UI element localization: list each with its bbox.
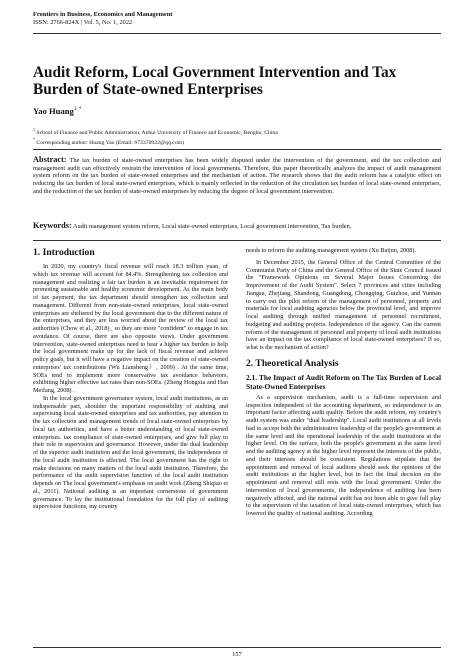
paragraph: needs to reform the auditing management system (Xu Baijun, 2008). [246,247,416,254]
author-line [33,106,81,116]
header-rule [33,33,441,34]
section-heading-introduction: 1. Introduction [33,247,95,258]
journal-name: Frontiers in Business, Economics and Management [33,11,173,18]
keywords-bottom-rule [33,240,441,241]
subsection-heading-2-1: 2.1. The Impact of Audit Reform on The Tax Burden of Local State-Owned Enterprises [246,372,441,391]
affiliation-2 [33,136,184,147]
affiliation-sup: 1 [33,127,35,132]
affiliation-text: School of Finance and Public Administration, Anhui University of Finance and Economic, Bengbu, China [36,129,278,136]
section-heading-theoretical-analysis: 2. Theoretical Analysis [246,357,339,369]
abstract-label: Abstract: [33,155,67,164]
author-name: Yao Huang [33,106,74,116]
left-column [33,247,228,511]
paper-title: Audit Reform, Local Government Intervention and Tax Burden of State-owned Enterprises [33,64,397,98]
affiliation-text: Corresponding author: Huang Yao (Email: 673370922@qq.com) [36,139,184,146]
paragraph: As a supervision mechanism, audit is a full-time supervision and inspection independent of the accounting department, so independence is an important factor affecting audit quality. Before the audit reform, my country's audit system was under "dual leadership". Local audit institutions at all levels had to accept both the administrative leadership of the people's government at the same level and the operational leadership of the audit institutions at the higher level. On the surface, both the people's government at the same level and the auditing agency at the higher level represent the interests of the public, and their interests should be consistent. Regulations stipulate that the appointment and removal of local auditors should seek the opinions of the audit institutions at the higher level, but in fact the final decision on the appointment and removal still rests with the local government. Under the intervention of local governments, the independence of auditing has been negatively affected, and the national audit has not been able to give full play to the supervision of the taxation of local state-owned enterprises, which has lowered the quality of national auditing. According [246,393,441,517]
keywords-text: Audit management system reform, Local state-owned enterprises, Local government intervention, Tax burden. [72,223,352,230]
paragraph: In the local government governance system, local audit institutions, as an indispensable part, shoulder the important responsibility of auditing and supervising local state-owned enterprises and tax authorities, pay attention to the tax collection and management trends of local state-owned enterprises by local tax authorities, and have a better understanding of local state-owned enterprises. tax compliance of state-owned enterprises, and give full play to their role in supervision and governance. However, under the dual leadership of the superior audit institution and the local government, the independence of the local audit institution is affected. The local government has the right to make decisions on many matters of the local audit institution. Therefore, the performance of the audit supervision function of the local audit institution depends on The local government's emphasis on audit work (Zheng Shiqiao et al., 2011). National auditing is an important cornerstone of government governance. To lay the institutional foundation for the full play of auditing supervision functions, my country [33,394,228,511]
page-number: 157 [232,651,242,658]
abstract-top-rule [33,149,441,150]
keywords-label: Keywords: [33,221,72,230]
abstract-text: The tax burden of state-owned enterprises has been widely disputed under the intervention of the government, and the tax collection and management audit can effectively restrain the intervention of local governments. Therefore, this paper theoretically analyzes the impact of audit management system reform on the tax burden of state-owned enterprises and the mechanism of action. The research shows that the audit reform has a catalytic effect on reducing the tax burden of local state-owned enterprises, which is mainly reflected in the reduction of the circulation tax burden of local state-owned enterprises, and the reduction of the tax burden of state-owned enterprises by reducing the degree of local government intervention. [33,157,441,195]
journal-header [33,11,172,27]
affiliation-sup: * [33,137,35,142]
paragraph: In December 2015, the General Office of the Central Committee of the Communist Party of China and the General Office of the State Council issued the "Framework Opinions on Several Major Issues Concerning the Improvement of the Audit System". Select 7 provinces and cities including Jiangsu, Zhejiang, Shandong, Guangdong, Chongqing, Guizhou, and Yunnan to carry out the pilot reform of the management of personnel, property and materials for local auditing agencies below the provincial level, and improve local auditing through unified management of personnel recruitment, budgeting and auditing projects. Independence of the agency. Can the current reform of the management of personnel and property of local audit institutions have an impact on the tax compliance of local state-owned enterprises? If so, what is the mechanism of action? [246,258,441,351]
author-sup: 1, * [73,107,82,113]
footer-rule [33,647,441,648]
journal-issn: ISSN: 2766-824X | Vol. 5, No. 1, 2022 [33,19,133,26]
keywords [33,222,441,231]
paragraph: In 2020, my country's fiscal revenue will reach 18.3 trillion yuan, of which tax revenue will account for 84.4%. Strengthening tax collection and management and realizing a fair tax burden is an inevitable requirement for promoting sustainable and healthy economic development. As the main body of tax payment, the tax department should strengthen tax collection and management. Different from non-state-owned enterprises, local state-owned enterprises are sheltered by the local government due to the different nature of the enterprises, and they are less worried about the review of the local tax authorities (Chow et al., 2018) , so they are more "confident" to engage in tax avoidance. Of course, there are also opposite views. Under government intervention, state-owned enterprises need to bear a higher tax burden to help the local government make up for the lack of fiscal revenue and achieve policy goals, but it will have a negative impact on the creation of state-owned enterprises' tax contributions (Wu Liansheng）, 2009) . At the same time, SOEs tend to implement more conservative tax avoidance behaviors, exhibiting higher effective tax rates than non-SOEs. (Zheng Hongxia and Han Meifang, 2008) . [33,263,228,394]
right-column [246,247,441,518]
abstract [33,156,441,196]
